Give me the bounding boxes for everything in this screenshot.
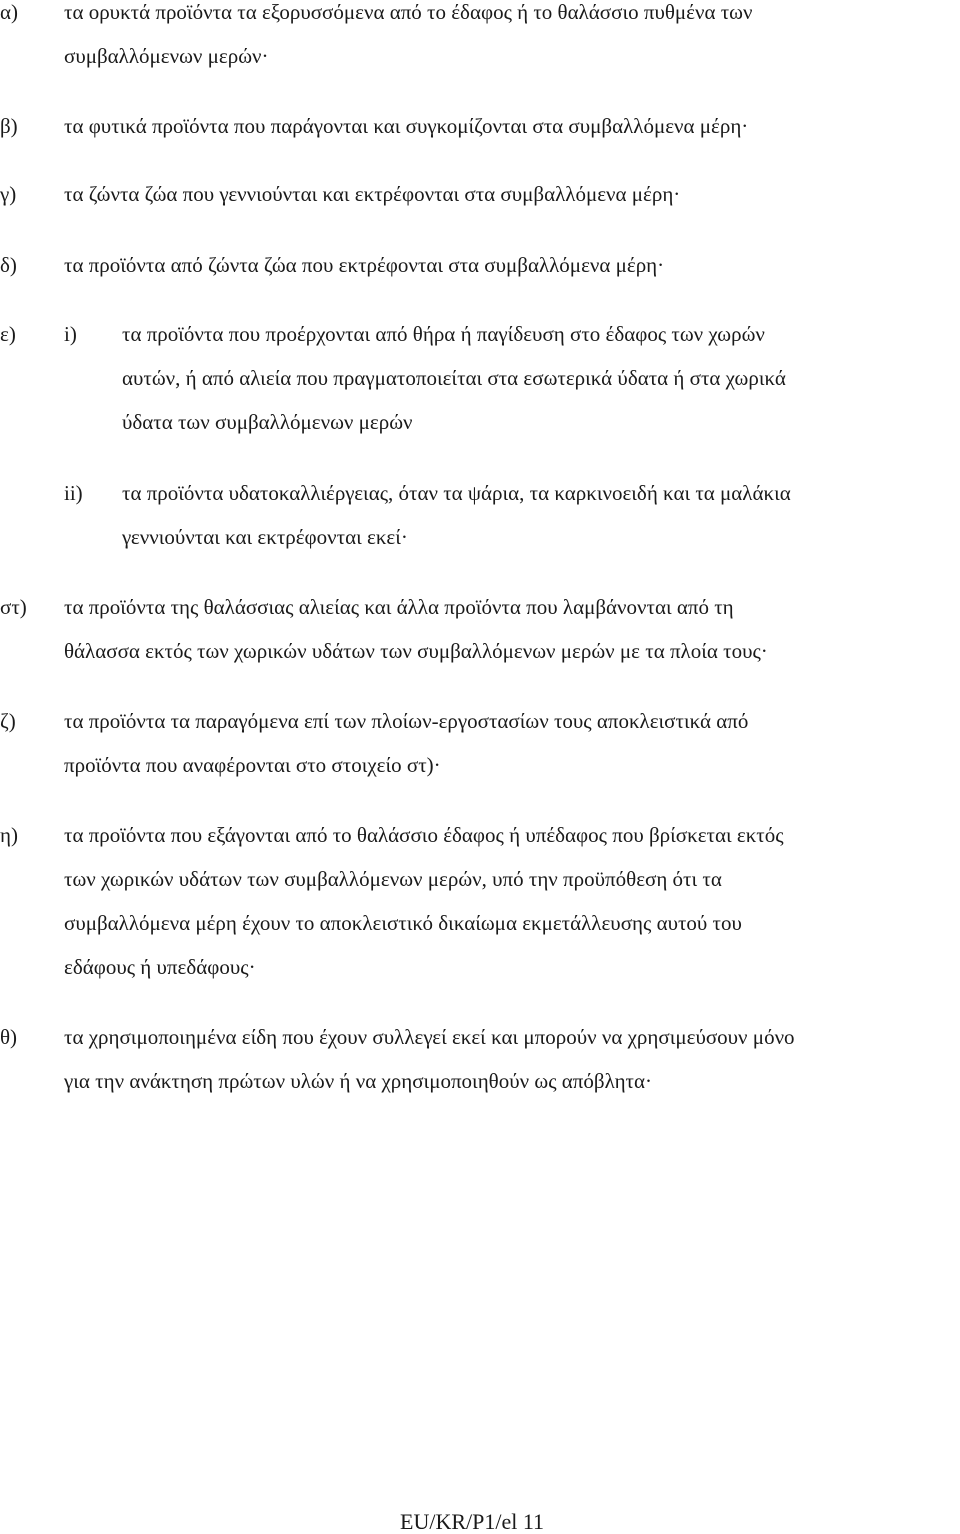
item-label-theta: θ) [0,1025,18,1049]
page-reference: EU/KR/P1/el 11 [400,1509,545,1534]
item-delta-line-1: τα προϊόντα από ζώντα ζώα που εκτρέφονται στα συμβαλλόμενα μέρη· [64,253,665,277]
item-zeta-line-2: προϊόντα που αναφέρονται στο στοιχείο στ)· [64,753,441,777]
subitem-ii-line-2: γεννιούνται και εκτρέφονται εκεί· [122,525,408,549]
item-label-zeta: ζ) [0,709,16,733]
item-gamma-line-1: τα ζώντα ζώα που γεννιούνται και εκτρέφονται στα συμβαλλόμενα μέρη· [64,182,681,206]
subitem-label-ii: ii) [64,481,83,505]
subitem-i-line-2: αυτών, ή από αλιεία που πραγματοποιείται στα εσωτερικά ύδατα ή στα χωρικά [122,366,786,390]
item-eta-line-4: εδάφους ή υπεδάφους· [64,955,256,979]
item-alpha-line-2: συμβαλλόμενων μερών· [64,44,269,68]
subitem-i-line-3: ύδατα των συμβαλλόμενων μερών [122,410,413,434]
subitem-ii-line-1: τα προϊόντα υδατοκαλλιέργειας, όταν τα ψάρια, τα καρκινοειδή και τα μαλάκια [122,481,791,505]
subitem-label-i: i) [64,322,77,346]
item-label-alpha: α) [0,0,18,24]
item-label-beta: β) [0,114,18,138]
item-zeta-line-1: τα προϊόντα τα παραγόμενα επί των πλοίων-εργοστασίων τους αποκλειστικά από [64,709,749,733]
item-stigma-line-2: θάλασσα εκτός των χωρικών υδάτων των συμβαλλόμενων μερών με τα πλοία τους· [64,639,768,663]
item-eta-line-3: συμβαλλόμενα μέρη έχουν το αποκλειστικό δικαίωμα εκμετάλλευσης αυτού του [64,911,742,935]
item-label-epsilon: ε) [0,322,16,346]
item-label-eta: η) [0,823,18,847]
item-label-delta: δ) [0,253,17,277]
item-label-stigma: στ) [0,595,27,619]
item-stigma-line-1: τα προϊόντα της θαλάσσιας αλιείας και άλλα προϊόντα που λαμβάνονται από τη [64,595,734,619]
item-theta-line-1: τα χρησιμοποιημένα είδη που έχουν συλλεγεί εκεί και μπορούν να χρησιμεύσουν μόνο [64,1025,795,1049]
item-beta-line-1: τα φυτικά προϊόντα που παράγονται και συγκομίζονται στα συμβαλλόμενα μέρη· [64,114,749,138]
item-alpha-line-1: τα ορυκτά προϊόντα τα εξορυσσόμενα από το έδαφος ή το θαλάσσιο πυθμένα των [64,0,753,24]
item-eta-line-2: των χωρικών υδάτων των συμβαλλόμενων μερών, υπό την προϋπόθεση ότι τα [64,867,722,891]
item-label-gamma: γ) [0,182,17,206]
item-theta-line-2: για την ανάκτηση πρώτων υλών ή να χρησιμοποιηθούν ως απόβλητα· [64,1069,652,1093]
item-eta-line-1: τα προϊόντα που εξάγονται από το θαλάσσιο έδαφος ή υπέδαφος που βρίσκεται εκτός [64,823,784,847]
subitem-i-line-1: τα προϊόντα που προέρχονται από θήρα ή παγίδευση στο έδαφος των χωρών [122,322,765,346]
